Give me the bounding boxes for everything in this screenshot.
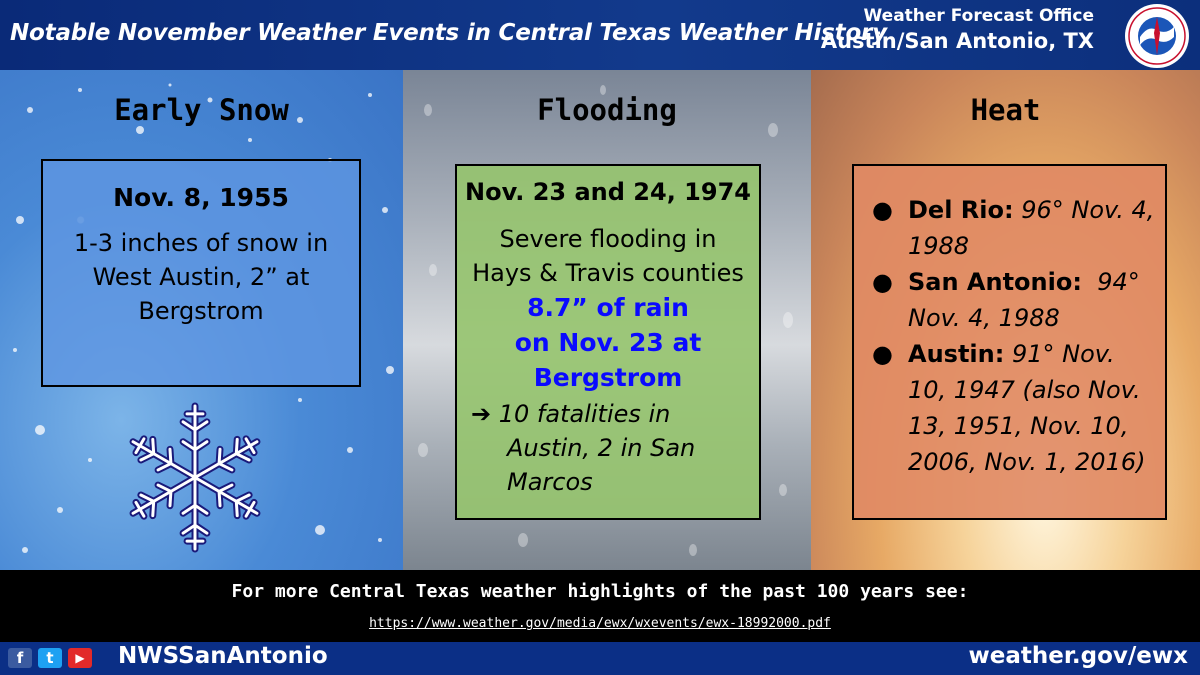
heat-detail: 91° Nov. 10, 1947 (also Nov. 13, 1951, Nov. 10, 2006, Nov. 1, 2016) [908, 340, 1146, 476]
bullet-icon: ● [872, 196, 893, 224]
rain-date: on Nov. 23 at [514, 328, 702, 357]
flooding-date: Nov. 23 and 24, 1974 [465, 178, 751, 206]
rain-location: Bergstrom [533, 363, 683, 392]
facebook-icon[interactable]: f [8, 648, 32, 668]
heat-title: Heat [970, 93, 1041, 127]
social-handle: NWSSanAntonio [118, 643, 328, 669]
snow-title: Early Snow [114, 93, 289, 127]
flooding-title: Flooding [537, 93, 677, 127]
bullet-icon: ● [872, 268, 893, 296]
flooding-text: Severe flooding in Hays & Travis counties [472, 225, 744, 287]
heat-detail: 94° Nov. 4, 1988 [908, 268, 1148, 332]
office-name [821, 5, 1094, 55]
footer-message: For more Central Texas weather highlights of the past 100 years see: [231, 581, 969, 602]
bullet-icon: ● [872, 340, 893, 368]
heat-records-list [854, 192, 1165, 480]
footer [0, 570, 1200, 642]
office-line-2: Austin/San Antonio, TX [820, 29, 1094, 53]
fatalities-line-1: 10 fatalities in [498, 400, 671, 428]
heat-panel [811, 70, 1200, 570]
youtube-icon[interactable]: ▶ [68, 648, 92, 668]
social-icons [8, 648, 92, 668]
nws-logo-icon [1124, 3, 1190, 69]
snow-info-box [41, 159, 361, 387]
fatalities-line-3: Marcos [507, 468, 593, 496]
office-line-1: Weather Forecast Office [863, 6, 1094, 26]
list-item [872, 192, 1157, 264]
footer-link[interactable]: https://www.weather.gov/media/ewx/wxevents/ewx-18992000.pdf [369, 616, 831, 631]
twitter-icon[interactable]: t [38, 648, 62, 668]
page-title: Notable November Weather Events in Central Texas Weather History [10, 20, 887, 46]
heat-place: Del Rio: [908, 196, 1014, 224]
list-item [872, 336, 1157, 480]
arrow-icon: ➔ [471, 400, 492, 428]
heat-info-box [852, 164, 1167, 520]
flooding-panel [403, 70, 811, 570]
list-item [872, 264, 1157, 336]
snow-text: 1-3 inches of snow in West Austin, 2” at Bergstrom [73, 229, 329, 325]
flooding-info-box [455, 164, 761, 520]
heat-place: San Antonio: [908, 268, 1082, 296]
fatalities-line-2: Austin, 2 in San [507, 434, 696, 462]
heat-detail: 96° Nov. 4, 1988 [908, 196, 1155, 260]
early-snow-panel [0, 70, 403, 570]
header-bar [0, 0, 1200, 70]
snowflake-icon [105, 400, 285, 555]
website-link[interactable]: weather.gov/ewx [968, 643, 1188, 669]
bottom-bar [0, 642, 1200, 675]
snow-date: Nov. 8, 1955 [113, 183, 289, 212]
heat-place: Austin: [908, 340, 1005, 368]
fatalities-text [471, 397, 759, 499]
rain-amount: 8.7” of rain [527, 293, 689, 322]
